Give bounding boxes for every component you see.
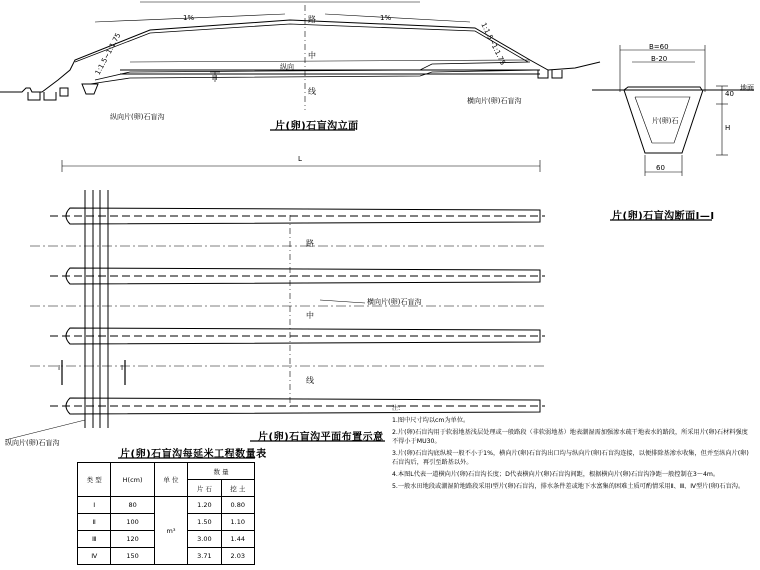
plan-length-label: L — [298, 155, 302, 163]
col-h: H(cm) — [111, 463, 154, 497]
crossfall-left-label: 1% — [183, 14, 195, 22]
table-row: Ⅳ 150 3.71 2.03 — [78, 548, 255, 565]
road-center-char-3: 线 — [308, 87, 316, 96]
col-type: 类 型 — [78, 463, 111, 497]
transverse-drain-3 — [50, 328, 545, 344]
section-bottom-width: 60 — [656, 164, 665, 172]
section-top-width: B=60 — [649, 43, 669, 51]
section-top-depth: 40 — [725, 90, 734, 98]
table-row: Ⅰ 80 m³ 1.20 0.80 — [78, 497, 255, 514]
quantity-table-title: 片(卵)石盲沟每延米工程数量表 — [120, 449, 267, 460]
plan-road-center-1: 路 — [306, 239, 314, 248]
cross-section-diagram — [592, 45, 754, 176]
road-center-char-2: 中 — [308, 51, 316, 60]
col-qty: 数 量 — [188, 463, 255, 480]
table-row: Ⅱ 100 1.50 1.10 — [78, 514, 255, 531]
section-ground-label: 地面 — [740, 84, 754, 92]
right-ditch-label: 横向片(卵)石盲沟 — [467, 97, 522, 105]
table-row: Ⅲ 120 3.00 1.44 — [78, 531, 255, 548]
transverse-drain-1 — [50, 208, 545, 224]
section-title: 片(卵)石盲沟断面Ⅰ—Ⅰ — [612, 211, 715, 222]
note-item: 4.本图L代表一道横向片(卵)石盲沟长度；D代表横向片(卵)石盲沟间距，根据横向片(卵)石盲沟净距一般控制在3～4m。 — [392, 470, 720, 478]
dim-h-label: H — [212, 74, 218, 82]
plan-transverse-label: 横向片(卵)石盲沟 — [367, 298, 422, 306]
section-mark-right: Ⅰ — [121, 364, 124, 372]
notes-heading: 注: — [392, 405, 401, 412]
crossfall-right-label: 1% — [380, 14, 392, 22]
unit-cell: m³ — [154, 497, 187, 565]
plan-longitudinal-label: 纵向片(卵)石盲沟 — [5, 439, 60, 447]
plan-road-center-2: 中 — [306, 311, 314, 320]
section-side-depth: H — [725, 124, 731, 132]
plan-title: 片(卵)石盲沟平面布置示意 — [258, 432, 384, 443]
transverse-drain-2 — [50, 268, 545, 284]
quantity-table — [77, 462, 255, 565]
note-item: 3.片(卵)石盲沟底纵坡一般不小于1%，横向片(卵)石盲沟出口均与纵向片(卵)石盲沟连接，以便排除基渗水收集，但并至纵向片(卵)石盲沟后，再引至路基以外。 — [392, 449, 749, 466]
plan-diagram — [5, 160, 545, 440]
col-stone: 片 石 — [188, 480, 221, 497]
road-center-char-1: 路 — [308, 15, 316, 24]
right-slope-label: 1:1.5~1:1.75 — [479, 21, 507, 67]
section-inner-width: B-20 — [651, 55, 668, 63]
section-mark-left: Ⅰ — [58, 364, 61, 372]
col-soil: 挖 土 — [221, 480, 254, 497]
left-slope-label: 1:1.5~1:1.75 — [93, 31, 123, 77]
embankment-elevation — [0, 2, 600, 110]
left-ditch-label: 纵向片(卵)石盲沟 — [110, 113, 165, 121]
elevation-title: 片(卵)石盲沟立面 — [275, 121, 359, 132]
note-item: 2.片(卵)石盲沟用于软弱地基浅层处理或一般路段（非软弱地基）地表潮湿需加强渗水疏干地表水的路段，所采用片(卵)石材料强度不得小于MU30。 — [392, 428, 748, 445]
longitudinal-label: 纵向 — [280, 63, 294, 71]
col-unit: 单 位 — [154, 463, 187, 497]
note-item: 5.一般水田地段或潮湿阶地路段采用Ⅰ型片(卵)石盲沟，排水条件差或地下水富集的困难土质可酌情采用Ⅱ、Ⅲ、Ⅳ型片(卵)石盲沟。 — [392, 482, 745, 490]
notes-block — [392, 405, 754, 495]
section-center-label: 片(卵)石 — [652, 117, 679, 125]
note-item: 1.图中尺寸均以cm为单位。 — [392, 416, 470, 424]
plan-road-center-3: 线 — [306, 376, 314, 385]
